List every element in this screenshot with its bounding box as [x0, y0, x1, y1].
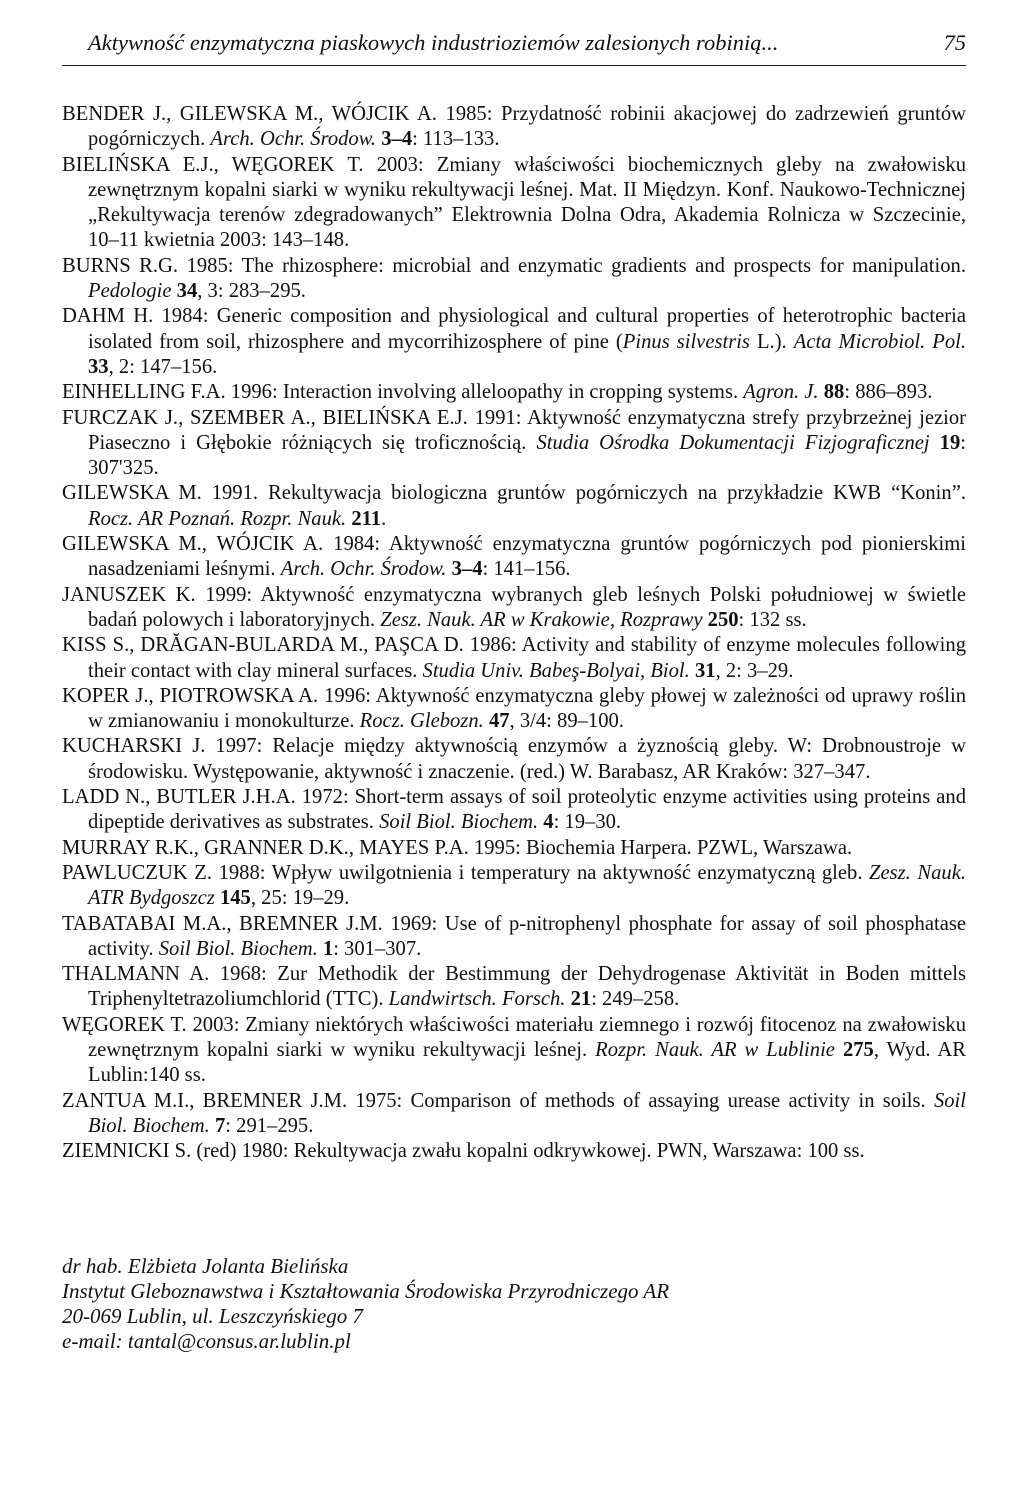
reference-text: Arch. Ochr. Środow. [210, 128, 377, 151]
reference-text: . [381, 507, 387, 530]
reference-text [930, 432, 940, 454]
reference-entry [62, 1013, 966, 1089]
reference-text: Soil Biol. Biochem. [88, 1089, 966, 1137]
reference-text: GILEWSKA M. 1991. Rekultywacja biologiczna gruntów pogórniczych na przykładzie KWB “Konin”. [62, 482, 966, 505]
reference-entry [62, 481, 966, 532]
reference-text: 21 [570, 988, 592, 1011]
reference-text: 145 [219, 887, 251, 910]
reference-text: , 2: 147–156. [108, 355, 218, 378]
reference-text: Pinus silvestris [622, 330, 750, 353]
reference-text: , Wyd. AR Lublin:140 ss. [88, 1038, 966, 1087]
reference-entry [62, 785, 966, 836]
reference-text: : 113–133. [412, 128, 500, 151]
reference-text: KISS S., DRĂGAN-BULARDA M., PAŞCA D. 1986: Activity and stability of enzyme molecules following their contact with clay mineral surfaces. [62, 634, 966, 682]
reference-text: , 2: 3–29. [715, 659, 794, 682]
reference-text: 47 [488, 710, 510, 733]
reference-text: PAWLUCZUK Z. 1988: Wpływ uwilgotnienia i temperatury na aktywność enzymatyczną gleb. [62, 861, 870, 884]
reference-text: : 132 ss. [738, 608, 807, 631]
reference-text: KOPER J., PIOTROWSKA A. 1996: Aktywność enzymatyczna gleby płowej w zależności od uprawy roślin w zmianowaniu i monokulturze. [62, 684, 966, 733]
reference-text: 88 [823, 381, 845, 404]
reference-text: , 25: 19–29. [250, 887, 350, 910]
author-affiliation [62, 1254, 669, 1354]
reference-text: : 249–258. [591, 988, 680, 1011]
reference-entry [62, 532, 966, 583]
page [62, 0, 966, 1504]
reference-text: Rocz. Glebozn. [359, 710, 484, 733]
reference-text: : 141–156. [482, 558, 571, 581]
reference-entry [62, 254, 966, 305]
running-title: Aktywność enzymatyczna piaskowych industrioziemów zalesionych robinią... [88, 30, 779, 55]
reference-text: DAHM H. 1984: Generic composition and physiological and cultural properties of heterotrophic bacteria isolated from soil, rhizosphere and mycorrihizosphere of pine ( [62, 305, 966, 353]
reference-text: : 307'325. [88, 431, 966, 480]
reference-entry [62, 304, 966, 380]
reference-text: 34 [176, 280, 198, 303]
author-name: dr hab. Elżbieta Jolanta Bielińska [62, 1254, 349, 1278]
page-number: 75 [943, 30, 966, 55]
reference-text: 7 [214, 1114, 226, 1137]
reference-text: 4 [543, 811, 554, 834]
reference-text: BURNS R.G. 1985: The rhizosphere: microbial and enzymatic gradients and prospects for manipulation. [62, 254, 966, 277]
reference-text: JANUSZEK K. 1999: Aktywność enzymatyczna wybranych gleb leśnych Polski południowej w świetle badań polowych i laboratoryjnych. [62, 583, 966, 631]
reference-text: FURCZAK J., SZEMBER A., BIELIŃSKA E.J. 1991: Aktywność enzymatyczna strefy przybrzeżnej jezior Piaseczno i Głębokie różniących się troficznością. [62, 406, 966, 454]
reference-text: 31 [694, 659, 716, 682]
reference-text: 250 [707, 608, 739, 631]
reference-text: , 3: 283–295. [197, 280, 306, 303]
reference-entry [62, 836, 966, 861]
reference-text: ZIEMNICKI S. (red) 1980: Rekultywacja zwału kopalni odkrywkowej. PWN, Warszawa: 100 ss. [62, 1140, 865, 1163]
reference-text: WĘGOREK T. 2003: Zmiany niektórych właściwości materiału ziemnego i rozwój fitocenoz na zwałowisku zewnętrznym kopalni siarki w wyniku rekultywacji leśnej. [62, 1013, 966, 1061]
reference-text: : 886–893. [844, 381, 933, 404]
reference-text: 3–4 [381, 128, 413, 151]
reference-entry [62, 406, 966, 482]
reference-text: : 301–307. [333, 937, 422, 960]
reference-text: 33 [88, 355, 109, 378]
reference-text: Studia Ośrodka Dokumentacji Fizjograficznej [536, 431, 930, 454]
reference-text: 211 [351, 507, 382, 530]
reference-text: 275 [842, 1038, 874, 1061]
reference-entry [62, 962, 966, 1013]
reference-text: LADD N., BUTLER J.H.A. 1972: Short-term assays of soil proteolytic enzyme activities using proteins and dipeptide derivatives as substrates. [62, 786, 966, 834]
reference-entry [62, 633, 966, 684]
header-rule [62, 65, 966, 66]
reference-list [62, 102, 966, 1164]
author-email: e-mail: tantal@consus.ar.lublin.pl [62, 1329, 351, 1353]
author-address: 20-069 Lublin, ul. Leszczyńskiego 7 [62, 1304, 363, 1328]
reference-text: GILEWSKA M., WÓJCIK A. 1984: Aktywność enzymatyczna gruntów pogórniczych pod pionierskimi nasadzeniami leśnymi. [62, 533, 966, 581]
reference-text: Pedologie [88, 280, 172, 303]
reference-text: 19 [939, 431, 961, 454]
reference-text: 1 [322, 937, 334, 960]
reference-entry [62, 1089, 966, 1140]
reference-text: Soil Biol. Biochem. [379, 811, 539, 834]
reference-text: MURRAY R.K., GRANNER D.K., MAYES P.A. 1995: Biochemia Harpera. PZWL, Warszawa. [62, 836, 853, 859]
reference-entry [62, 684, 966, 735]
reference-entry [62, 583, 966, 634]
reference-text: Rocz. AR Poznań. Rozpr. Nauk. [88, 507, 347, 530]
reference-text: : 19–30. [553, 811, 622, 834]
reference-text: THALMANN A. 1968: Zur Methodik der Bestimmung der Dehydrogenase Aktivität in Boden mittels Triphenyltetrazoliumchlorid (TTC). [62, 963, 966, 1011]
reference-text: Landwirtsch. Forsch. [388, 988, 566, 1011]
reference-text: , 3/4: 89–100. [509, 710, 624, 733]
reference-entry [62, 380, 966, 405]
reference-entry [62, 912, 966, 963]
reference-text: Arch. Ochr. Środow. [280, 558, 447, 581]
reference-text: BIELIŃSKA E.J., WĘGOREK T. 2003: Zmiany właściwości biochemicznych gleby na zwałowisku zewnętrznym kopalni siarki w wyniku rekultywacji leśnej. Mat. II Międzyn. Konf. Naukowo-Technicznej „Rekultywacja terenów zdegradowanych” Elektrownia Dolna Odra, Akademia Rolnicza w Szczecinie, 10–11 kwietnia 2003: 143–148. [62, 153, 966, 252]
reference-text: Soil Biol. Biochem. [158, 937, 318, 960]
reference-text: TABATABAI M.A., BREMNER J.M. 1969: Use of p-nitrophenyl phosphate for assay of soil phosphatase activity. [62, 912, 966, 960]
reference-text: ZANTUA M.I., BREMNER J.M. 1975: Comparison of methods of assaying urease activity in soils. [62, 1089, 934, 1112]
reference-text: : 291–295. [225, 1114, 314, 1137]
reference-text: Rozpr. Nauk. AR w Lublinie [595, 1038, 835, 1061]
reference-text: BENDER J., GILEWSKA M., WÓJCIK A. 1985: Przydatność robinii akacjowej do zadrzewień gruntów pogórniczych. [62, 103, 966, 151]
reference-text: Zesz. Nauk. ATR Bydgoszcz [88, 861, 966, 910]
reference-entry [62, 153, 966, 254]
reference-text: KUCHARSKI J. 1997: Relacje między aktywnością enzymów a żyznością gleby. W: Drobnoustroje w środowisku. Występowanie, aktywność i znaczenie. (red.) W. Barabasz, AR Kraków: 327–347. [62, 735, 966, 783]
reference-entry [62, 734, 966, 785]
reference-text: Studia Univ. Babeş-Bolyai, Biol. [422, 659, 690, 682]
reference-entry [62, 1139, 966, 1164]
reference-text: L.). [749, 330, 794, 353]
reference-text: 3–4 [451, 558, 483, 581]
reference-text: EINHELLING F.A. 1996: Interaction involving alleloopathy in cropping systems. [62, 381, 744, 404]
reference-entry [62, 861, 966, 912]
reference-text: Acta Microbiol. Pol. [793, 330, 967, 353]
reference-text: Agron. J. [743, 381, 819, 404]
author-institute: Instytut Gleboznawstwa i Kształtowania Środowiska Przyrodniczego AR [62, 1279, 670, 1303]
reference-entry [62, 102, 966, 153]
reference-text: Zesz. Nauk. AR w Krakowie, Rozprawy [380, 608, 703, 631]
reference-text [835, 1039, 843, 1061]
